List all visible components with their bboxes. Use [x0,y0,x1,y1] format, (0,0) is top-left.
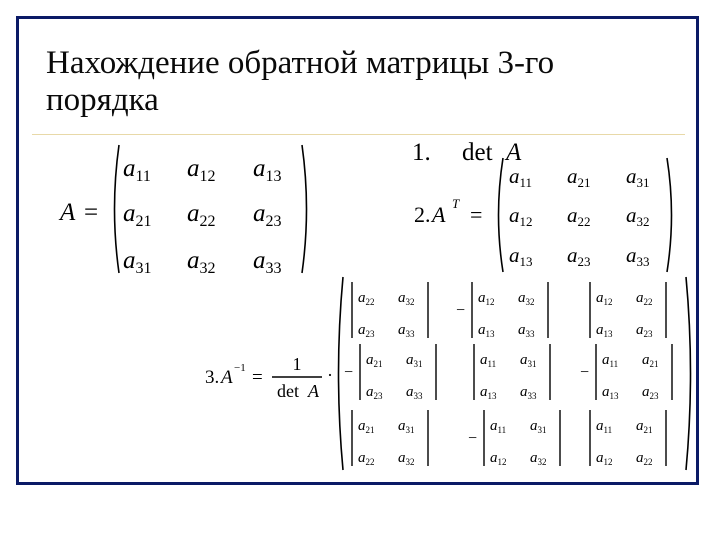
step-1-det: det [462,139,493,166]
cofactor-entry: $a_{22}$ [358,450,375,467]
cofactor-sign: − [468,430,478,447]
cofactor-entry: $a_{32}$ [530,450,547,467]
matrix-a-entry: $a_{13}$ [253,155,282,185]
matrix-at-entry: a21 [567,164,591,190]
matrix-at-entry: a12 [509,203,533,229]
fraction-denominator-det: det [277,381,299,401]
matrix-a-name: A [60,199,76,226]
cofactor-entry: $a_{12}$ [596,290,613,307]
matrix-at-entry: a11 [509,164,533,190]
matrix-at-entry: a32 [626,203,650,229]
equals-sign: = [84,199,99,226]
matrix-a-entry: $a_{22}$ [187,200,216,230]
cofactor-entry: $a_{11}$ [602,352,619,369]
matrix-at-entry: a23 [567,243,591,269]
matrix-a-entry: $a_{21}$ [123,200,152,230]
cofactor-entry: $a_{31}$ [406,352,423,369]
cofactor-entry: $a_{13}$ [602,384,619,401]
fraction-numerator: 1 [292,354,302,374]
step-2-name: A [432,202,446,227]
matrix-a-entry: $a_{11}$ [123,155,151,185]
matrix-a-right-paren [302,145,307,273]
cofactor-entry: $a_{22}$ [636,450,653,467]
cofactor-sign: − [580,364,590,381]
cofactor-entry: $a_{31}$ [398,418,415,435]
step-3-number: 3. [205,367,220,388]
step-3-superscript: −1 [234,362,246,374]
cofactor-entry: $a_{12}$ [490,450,507,467]
step-2-equals: = [470,202,483,227]
cofactor-entry: $a_{11}$ [480,352,497,369]
cofactor-entry: $a_{12}$ [478,290,495,307]
matrix-at-entry: a31 [626,164,650,190]
step-1-a: A [506,139,522,166]
cofactor-entry: $a_{33}$ [520,384,537,401]
cofactor-entry: $a_{21}$ [366,352,383,369]
cofactor-entry: $a_{32}$ [518,290,535,307]
matrix-a-left-paren [115,145,120,273]
cofactor-entry: $a_{32}$ [398,450,415,467]
cofactor-entry: $a_{31}$ [520,352,537,369]
cofactor-entry: $a_{23}$ [358,322,375,339]
step-3-equals: = [252,367,263,388]
matrix-at-left-paren [499,158,504,272]
step-2-superscript: T [452,196,460,211]
cofactor-entry: $a_{21}$ [358,418,375,435]
cofactor-entry: $a_{21}$ [636,418,653,435]
cofactor-entry: $a_{12}$ [596,450,613,467]
matrix-at-entry: a33 [626,243,650,269]
matrix-a-entry: $a_{32}$ [187,247,216,277]
cofactor-entry: $a_{13}$ [480,384,497,401]
cofactor-entry: $a_{11}$ [596,418,613,435]
multiply-dot: · [327,365,333,385]
slide-title-line-2: порядка [46,82,159,118]
matrix-a-entry: $a_{12}$ [187,155,216,185]
cofactor-entry: $a_{11}$ [490,418,507,435]
matrix-at-entry: a13 [509,243,533,269]
cofactor-entry: $a_{13}$ [596,322,613,339]
cofactor-entry: $a_{23}$ [636,322,653,339]
cofactor-entry: $a_{23}$ [642,384,659,401]
cofactor-entry: $a_{33}$ [518,322,535,339]
cofactor-sign: − [456,302,466,319]
inverse-right-paren [686,277,691,470]
step-2-number: 2. [414,202,431,227]
cofactor-sign: − [344,364,354,381]
matrix-a-entry: $a_{31}$ [123,247,152,277]
matrix-a-entry: $a_{23}$ [253,200,282,230]
step-1-number: 1. [412,139,431,166]
cofactor-entry: $a_{33}$ [398,322,415,339]
matrix-at-right-paren [667,158,672,272]
cofactor-entry: $a_{21}$ [642,352,659,369]
cofactor-entry: $a_{22}$ [358,290,375,307]
step-3-name: A [221,367,233,388]
cofactor-entry: $a_{13}$ [478,322,495,339]
matrix-a-entry: $a_{33}$ [253,247,282,277]
cofactor-entry: $a_{32}$ [398,290,415,307]
cofactor-entry: $a_{31}$ [530,418,547,435]
cofactor-entry: $a_{22}$ [636,290,653,307]
inverse-left-paren [339,277,344,470]
slide-title-line-1: Нахождение обратной матрицы 3-го [46,45,555,81]
matrix-at-entry: a22 [567,203,591,229]
fraction-denominator-a: A [308,381,319,401]
cofactor-entry: $a_{23}$ [366,384,383,401]
cofactor-entry: $a_{33}$ [406,384,423,401]
